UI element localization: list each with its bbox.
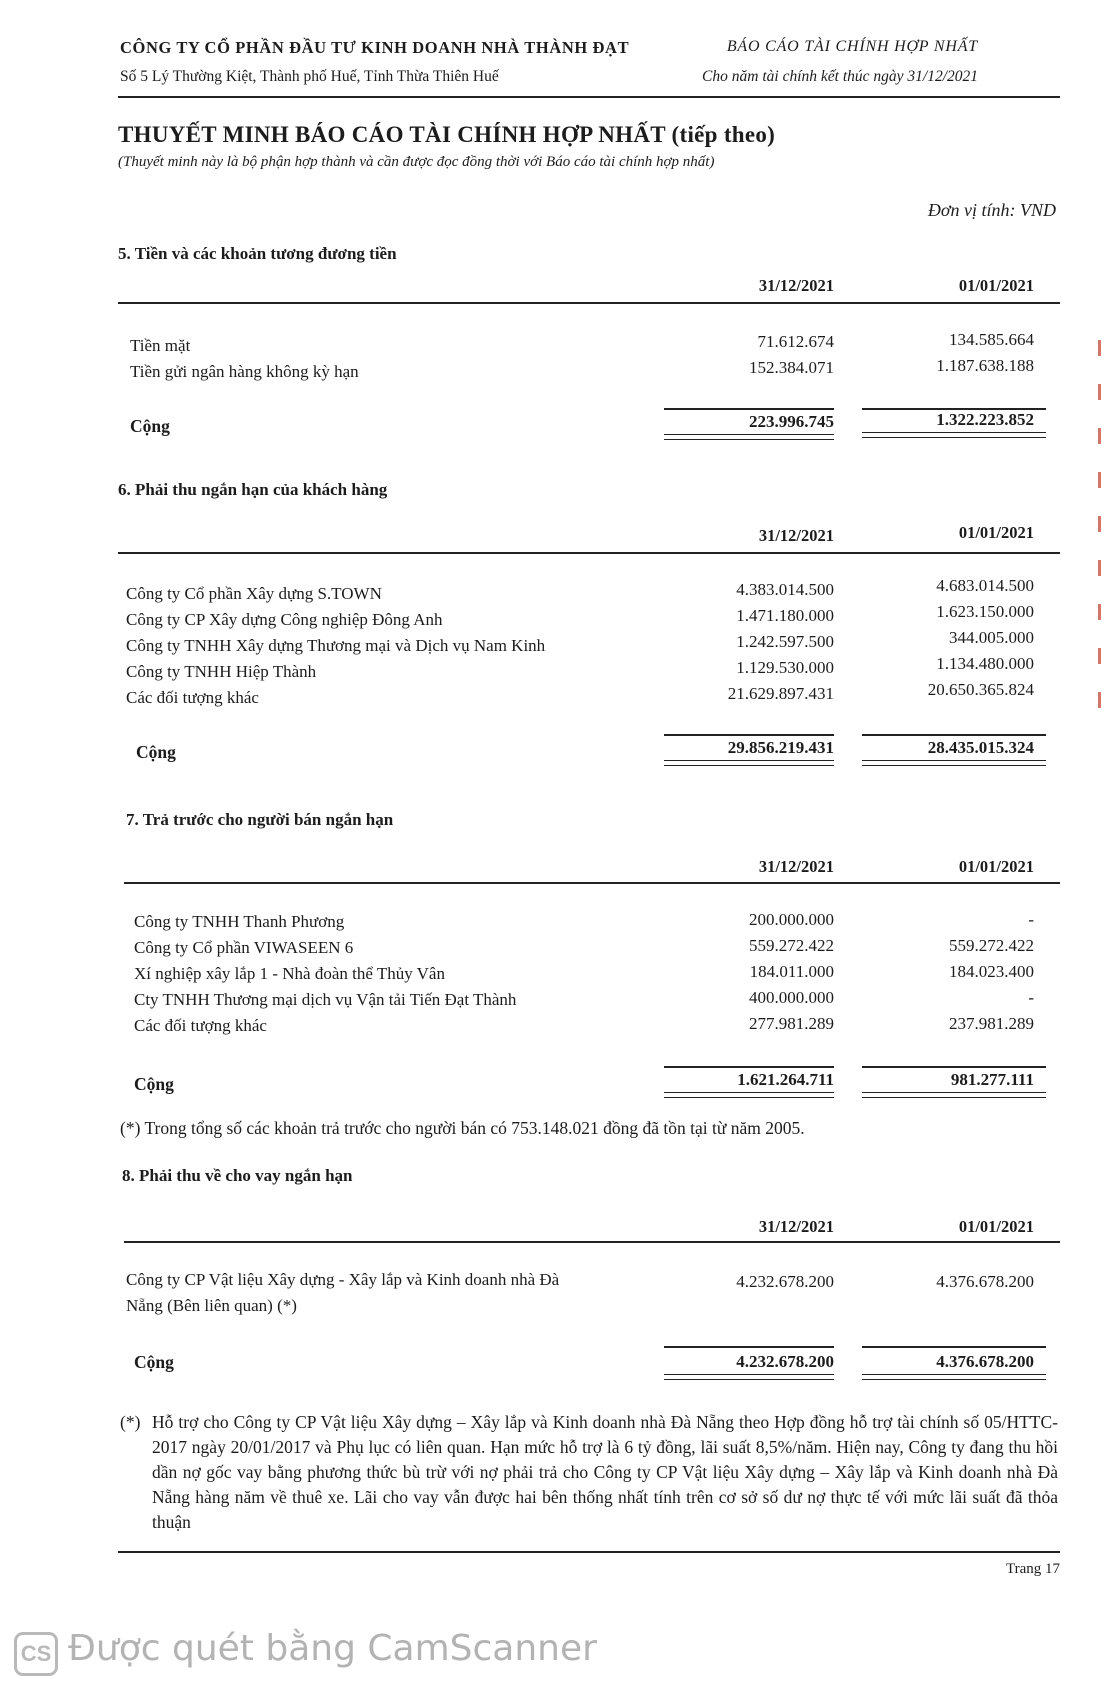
subtotal-rule (862, 1346, 1046, 1348)
section-title: 6. Phải thu ngắn hạn của khách hàng (118, 480, 388, 499)
total-double-rule (862, 1374, 1046, 1380)
row-value-2021: 1.242.597.500 (736, 632, 834, 651)
scanner-watermark: Được quét bằng CamScanner (68, 1628, 597, 1669)
row-value-2021: 184.011.000 (749, 962, 834, 981)
total-label: Cộng (134, 1352, 174, 1372)
row-value-2021: 1.129.530.000 (736, 658, 834, 677)
row-label-continued: Nẵng (Bên liên quan) (*) (126, 1296, 297, 1315)
report-name: BÁO CÁO TÀI CHÍNH HỢP NHẤT (726, 38, 978, 55)
header-rule (124, 882, 1060, 884)
column-header: 01/01/2021 (958, 857, 1034, 876)
row-value-2020: 20.650.365.824 (927, 680, 1034, 699)
row-value-2020: 237.981.289 (949, 1014, 1034, 1033)
column-header: 31/12/2021 (758, 1217, 834, 1236)
row-value-2021: 4.383.014.500 (736, 580, 834, 599)
row-value-2020: 184.023.400 (949, 962, 1034, 981)
header-divider (118, 96, 1060, 98)
row-value-2020: 4.376.678.200 (936, 1272, 1034, 1291)
row-value-2021: 4.232.678.200 (736, 1272, 834, 1291)
subtotal-rule (862, 734, 1046, 736)
row-label: Xí nghiệp xây lắp 1 - Nhà đoàn thể Thủy Vân (134, 964, 445, 983)
row-value-2020: - (1028, 910, 1034, 929)
row-label: Công ty Cổ phần Xây dựng S.TOWN (126, 584, 382, 603)
subtotal-rule (664, 1066, 834, 1068)
section-title: 7. Trả trước cho người bán ngắn hạn (126, 810, 394, 829)
page-title: THUYẾT MINH BÁO CÁO TÀI CHÍNH HỢP NHẤT (tiếp theo) (118, 122, 776, 147)
total-value-2021: 1.621.264.711 (737, 1070, 834, 1089)
section-title: 5. Tiền và các khoản tương đương tiền (118, 244, 397, 263)
row-value-2020: 1.623.150.000 (936, 602, 1034, 621)
row-label: Các đối tượng khác (134, 1016, 267, 1035)
row-label: Công ty CP Vật liệu Xây dựng - Xây lắp và Kinh doanh nhà Đà (126, 1270, 560, 1289)
row-label: Các đối tượng khác (126, 688, 259, 707)
company-address: Số 5 Lý Thường Kiệt, Thành phố Huế, Tỉnh Thừa Thiên Huế (120, 68, 499, 85)
total-value-2020: 4.376.678.200 (936, 1352, 1034, 1371)
camscanner-logo-icon: CS (14, 1632, 58, 1676)
total-label: Cộng (136, 742, 176, 762)
row-value-2020: 344.005.000 (949, 628, 1034, 647)
row-value-2020: 559.272.422 (949, 936, 1034, 955)
total-value-2021: 223.996.745 (749, 412, 834, 431)
column-header: 31/12/2021 (758, 857, 834, 876)
row-value-2021: 559.272.422 (749, 936, 834, 955)
total-double-rule (862, 760, 1046, 766)
footer-divider (118, 1551, 1060, 1553)
company-name: CÔNG TY CỔ PHẦN ĐẦU TƯ KINH DOANH NHÀ THÀNH ĐẠT (120, 38, 630, 57)
row-value-2020: 1.187.638.188 (936, 356, 1034, 375)
row-label: Công ty TNHH Xây dựng Thương mại và Dịch vụ Nam Kinh (126, 636, 546, 655)
scan-margin-marks (1096, 340, 1104, 740)
row-value-2021: 400.000.000 (749, 988, 834, 1007)
total-double-rule (664, 760, 834, 766)
column-header: 01/01/2021 (958, 523, 1034, 542)
subtotal-rule (664, 408, 834, 410)
footnote-marker: (*) (120, 1412, 141, 1432)
subtotal-rule (862, 1066, 1046, 1068)
section-note: (*) Trong tổng số các khoản trả trước cho người bán có 753.148.021 đồng đã tồn tại từ năm 2005. (120, 1118, 805, 1138)
row-label: Tiền mặt (130, 336, 191, 355)
column-header: 31/12/2021 (758, 526, 834, 545)
total-double-rule (664, 1092, 834, 1098)
section-title: 8. Phải thu về cho vay ngắn hạn (122, 1166, 353, 1185)
total-value-2021: 29.856.219.431 (727, 738, 834, 757)
row-value-2021: 152.384.071 (749, 358, 834, 377)
total-value-2021: 4.232.678.200 (736, 1352, 834, 1371)
row-label: Cty TNHH Thương mại dịch vụ Vận tải Tiến Đạt Thành (134, 990, 517, 1009)
column-header: 01/01/2021 (958, 276, 1034, 295)
row-value-2020: - (1028, 988, 1034, 1007)
total-label: Cộng (130, 416, 170, 436)
subtotal-rule (664, 1346, 834, 1348)
row-value-2020: 4.683.014.500 (936, 576, 1034, 595)
row-value-2021: 200.000.000 (749, 910, 834, 929)
header-rule (118, 552, 1060, 554)
row-value-2021: 71.612.674 (757, 332, 834, 351)
footnote-text: Hỗ trợ cho Công ty CP Vật liệu Xây dựng – Xây lắp và Kinh doanh nhà Đà Nẵng theo Hợp đồng hỗ trợ tài chính số 05/HTTC-2017 ngày 20/01/2017 và Phụ lục có liên quan. Hạn mức hỗ trợ là 6 tỷ đồng, lãi suất 8,5%/năm. Hiện nay, Công ty đang thu hồi dần nợ gốc vay bằng phương thức bù trừ với nợ phải trả cho Công ty CP Vật liệu Xây dựng – Xây lắp và Kinh doanh nhà Đà Nẵng hàng năm về thuê xe. Lãi cho vay vẫn được hai bên thống nhất tính trên cơ sở số dư nợ thực tế với mức lãi suất đã thỏa thuận (152, 1412, 1058, 1532)
column-header: 01/01/2021 (958, 1217, 1034, 1236)
currency-unit: Đơn vị tính: VND (927, 200, 1056, 220)
report-period: Cho năm tài chính kết thúc ngày 31/12/2021 (702, 68, 978, 85)
subtotal-rule (664, 734, 834, 736)
total-double-rule (664, 434, 834, 440)
row-label: Tiền gửi ngân hàng không kỳ hạn (130, 362, 359, 381)
row-label: Công ty CP Xây dựng Công nghiệp Đông Anh (126, 610, 443, 629)
total-double-rule (862, 1092, 1046, 1098)
column-header: 31/12/2021 (758, 276, 834, 295)
total-value-2020: 28.435.015.324 (927, 738, 1034, 757)
row-value-2021: 21.629.897.431 (727, 684, 834, 703)
row-label: Công ty TNHH Hiệp Thành (126, 662, 317, 681)
total-double-rule (862, 432, 1046, 438)
total-label: Cộng (134, 1074, 174, 1094)
row-label: Công ty TNHH Thanh Phương (134, 912, 345, 931)
row-value-2021: 1.471.180.000 (736, 606, 834, 625)
header-rule (118, 302, 1060, 304)
row-label: Công ty Cổ phần VIWASEEN 6 (134, 938, 354, 957)
total-value-2020: 981.277.111 (950, 1070, 1034, 1089)
page-number: Trang 17 (1005, 1561, 1060, 1577)
total-double-rule (664, 1374, 834, 1380)
row-value-2021: 277.981.289 (749, 1014, 834, 1033)
row-value-2020: 134.585.664 (949, 330, 1034, 349)
page-subtitle: (Thuyết minh này là bộ phận hợp thành và cần được đọc đồng thời với Báo cáo tài chính hợp nhất) (118, 154, 715, 170)
header-rule (124, 1241, 1060, 1243)
row-value-2020: 1.134.480.000 (936, 654, 1034, 673)
total-value-2020: 1.322.223.852 (936, 410, 1034, 429)
